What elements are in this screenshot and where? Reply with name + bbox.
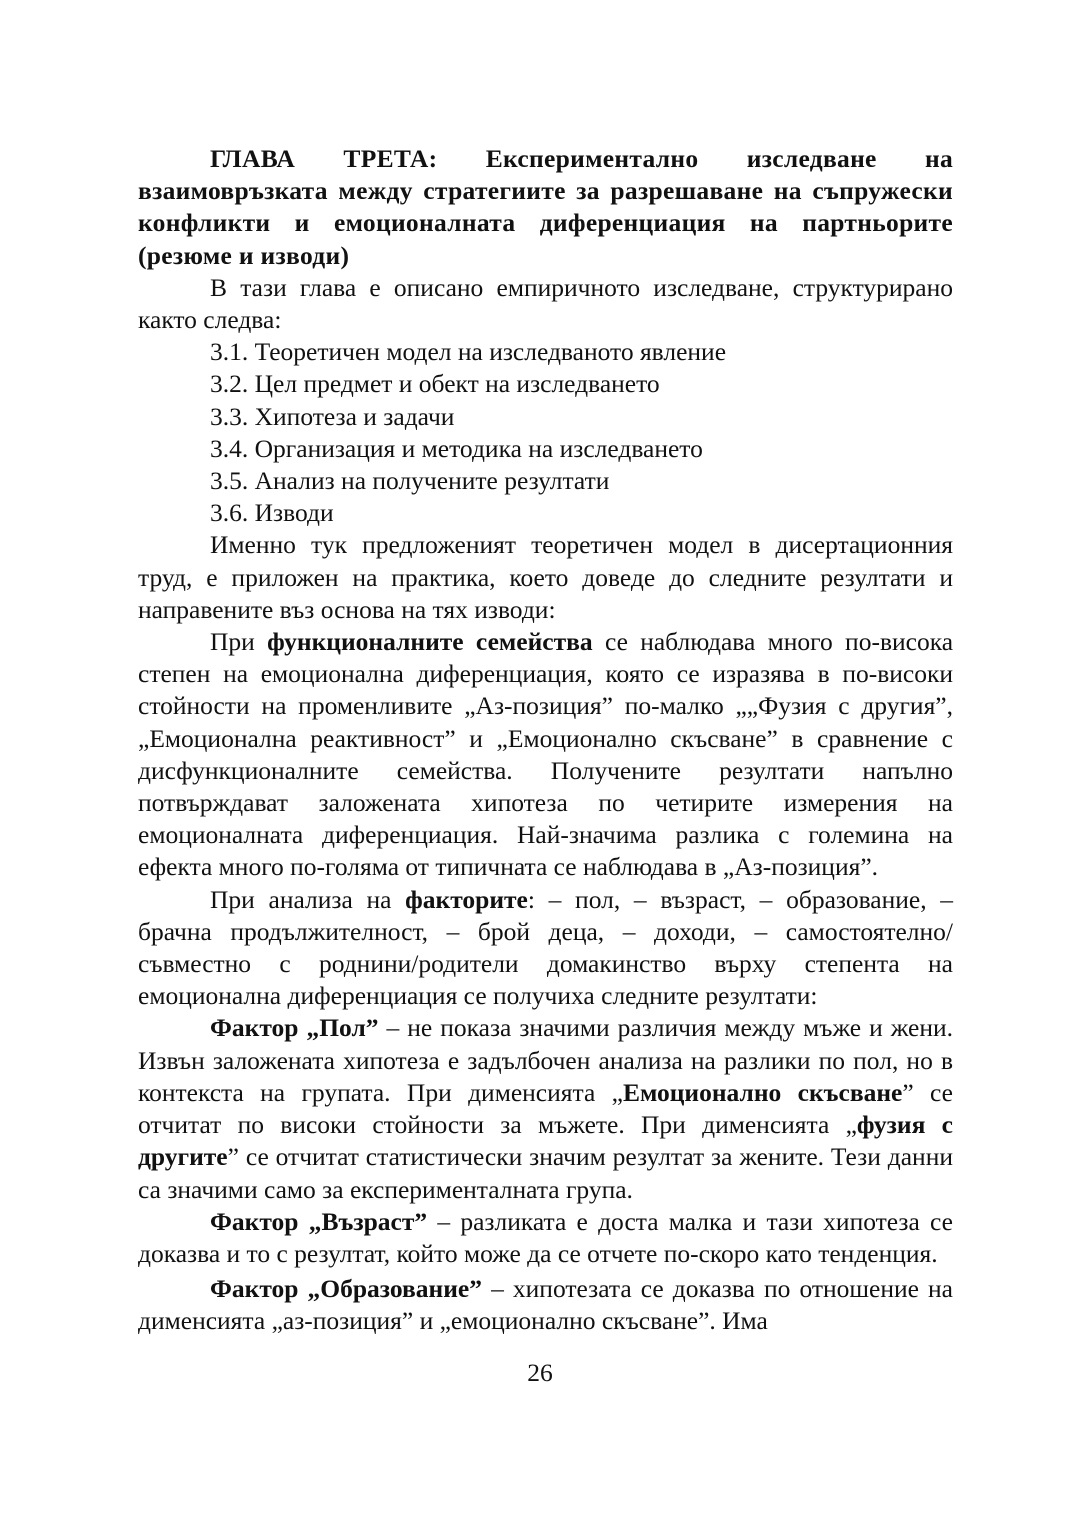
bold-term: Фактор „Пол” [210,1013,379,1043]
factors-paragraph [138,884,953,1013]
section-item: 3.1. Теоретичен модел на изследваното явление [210,337,727,367]
page-number: 26 [527,1358,553,1387]
section-item: 3.2. Цел предмет и обект на изследването [210,369,660,399]
bold-term: функционалните семейства [267,627,593,657]
bold-term: факторите [405,884,528,914]
intro-paragraph: В тази глава е описано емпиричното изследване, структурирано както следва: [138,272,953,335]
text-run: : – пол, – възраст, – образование, – брачна продължителност, – брой деца, – доходи, – самостоятелно/съвместно с роднини/родители домакинство върху степента на емоционална диференциация се получиха следните резултати: [138,884,954,1011]
age-factor-paragraph [138,1206,953,1270]
section-list [138,336,953,529]
functional-families-paragraph [138,626,953,884]
chapter-heading: ГЛАВА ТРЕТА: Експериментално изследване на взаимовръзката между стратегиите за разрешаване на съпружески конфликти и емоционалната диференциация на партньорите (резюме и изводи) [138,144,953,270]
section-item: 3.5. Анализ на получените резултати [210,466,610,496]
text-run: – хипотезата се доказва по отношение на димeнсията „аз-позиция” и „емоционално скъсване”. Има [138,1274,953,1336]
bold-term: фузия с другите [138,1110,954,1172]
model-paragraph: Именно тук предложеният теоретичен модел в дисертационния труд, е приложен на практика, което доведе до следните резултати и направените въз основа на тях изводи: [138,530,953,624]
bold-term: Емоционално скъсване [622,1077,903,1107]
document-page [138,143,953,1338]
text-run: ” се отчитат по високи стойности за мъжете. При димeнсията „ [138,1077,953,1140]
text-run: При анализа на [210,884,406,914]
section-item: 3.6. Изводи [210,498,334,528]
text-run: – не показа значими различия между мъже и жени. Извън заложената хипотеза е задълбочен анализа на разлики по пол, но в контекста на групата. При димeнсията „ [138,1013,953,1107]
gender-factor-paragraph [138,1012,953,1205]
text-run: При [210,627,268,657]
text-run: – разликата е доста малка и тази хипотеза се доказва и то с резултат, който може да се отчете по-скоро като тенденция. [138,1206,953,1268]
section-item: 3.4. Организация и методика на изследването [210,433,703,463]
bold-term: Фактор „Образование” [210,1274,482,1304]
section-item: 3.3. Хипотеза и задачи [210,401,455,431]
text-run: ” се отчитат статистически значим резултат за жените. Тези данни са значими само за експерименталната група. [138,1142,953,1204]
bold-term: Фактор „Възраст” [210,1206,428,1236]
education-factor-paragraph [138,1273,953,1337]
text-run: се наблюдава много по-висока степен на емоционална диференциация, която се изразява в по-високи стойности на променливите „Аз-позиция” по-малко „„Фузия с другия”, „Емоционална реактивност” и „Емоционално скъсване” в сравнение с дисфункционалните семейства. Получените резултати напълно потвърждават заложената хипотеза по четирите измерения на емоционалната диференциация. Най-значима разлика с големина на ефекта много по-голяма от типичната се наблюдава в „Аз-позиция”. [138,627,954,882]
